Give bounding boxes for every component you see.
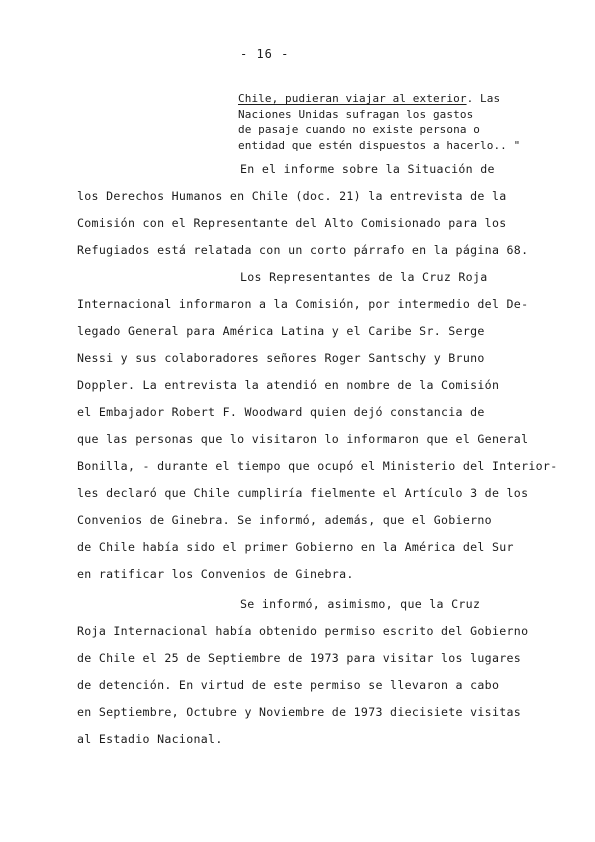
text-line: en Septiembre, Octubre y Noviembre de 1973 diecisiete visitas	[77, 705, 522, 719]
text-line: de Chile el 25 de Septiembre de 1973 para visitar los lugares	[77, 651, 522, 665]
text-line: Refugiados está relatada con un corto párrafo en la página 68.	[77, 243, 529, 257]
quote-line-1-rest: . Las	[466, 92, 501, 105]
text-line: les declaró que Chile cumpliría fielmente el Artículo 3 de los	[77, 486, 529, 500]
text-line: En el informe sobre la Situación de	[240, 162, 495, 176]
text-line: Se informó, asimismo, que la Cruz	[240, 597, 481, 611]
text-line: Nessi y sus colaboradores señores Roger Santschy y Bruno	[77, 351, 485, 365]
quote-line-3: de pasaje cuando no existe persona o	[238, 123, 481, 136]
text-line: en ratificar los Convenios de Ginebra.	[77, 567, 354, 581]
quote-underlined-text: Chile, pudieran viajar al exterior	[238, 92, 467, 105]
text-line: el Embajador Robert F. Woodward quien dejó constancia de	[77, 405, 485, 419]
quote-line-4: entidad que estén dispuestos a hacerlo.. "	[238, 139, 521, 152]
text-line: Comisión con el Representante del Alto Comisionado para los	[77, 216, 507, 230]
text-line: Los Representantes de la Cruz Roja	[240, 270, 488, 284]
text-line: Internacional informaron a la Comisión, por intermedio del De-	[77, 297, 529, 311]
text-line: los Derechos Humanos en Chile (doc. 21) la entrevista de la	[77, 189, 507, 203]
text-line: al Estadio Nacional.	[77, 732, 223, 746]
text-line: Convenios de Ginebra. Se informó, además, que el Gobierno	[77, 513, 492, 527]
text-line: de detención. En virtud de este permiso se llevaron a cabo	[77, 678, 500, 692]
page-number: - 16 -	[240, 47, 290, 61]
text-line: Doppler. La entrevista la atendió en nombre de la Comisión	[77, 378, 500, 392]
text-line: que las personas que lo visitaron lo informaron que el General	[77, 432, 529, 446]
text-line: Roja Internacional había obtenido permiso escrito del Gobierno	[77, 624, 529, 638]
quote-line-2: Naciones Unidas sufragan los gastos	[238, 108, 474, 121]
text-line: legado General para América Latina y el Caribe Sr. Serge	[77, 324, 485, 338]
text-line: Bonilla, - durante el tiempo que ocupó el Ministerio del Interior-	[77, 459, 558, 473]
quote-line-1	[238, 92, 500, 105]
text-line: de Chile había sido el primer Gobierno en la América del Sur	[77, 540, 514, 554]
